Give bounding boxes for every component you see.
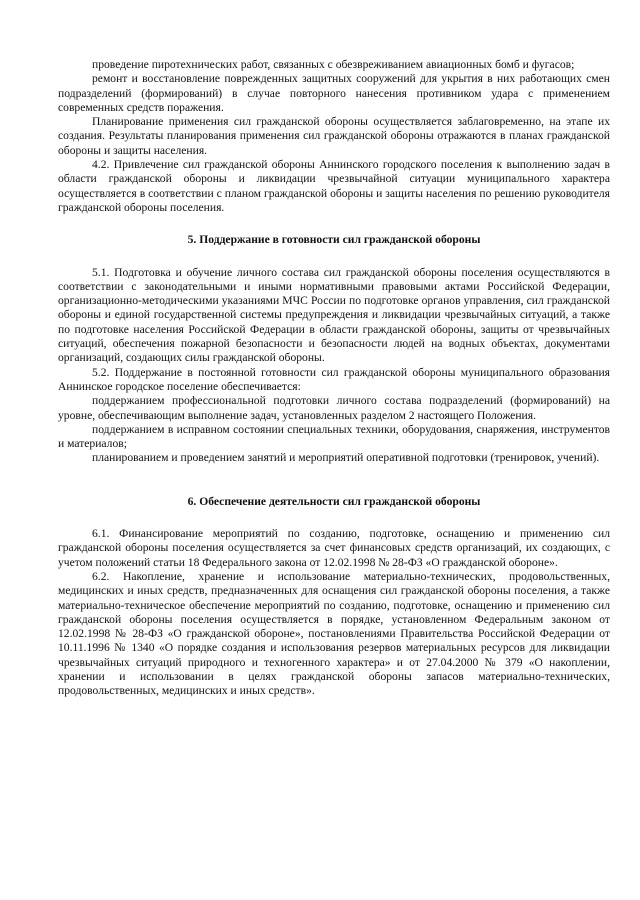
paragraph-shelter-repair: ремонт и восстановление поврежденных защитных сооружений для укрытия в них работающих смен подразделений (формирований) в случае повторного нанесения противником удара с применением современных средств поражения.: [58, 72, 610, 114]
paragraph-6-1: 6.1. Финансирование мероприятий по созданию, подготовке, оснащению и применению сил гражданской обороны поселения осуществляется за счет финансовых средств организаций, их создающих, с учетом положений статьи 18 Федерального закона от 12.02.1998 № 28-ФЗ «О гражданской обороне».: [58, 527, 610, 569]
paragraph-equipment-maintenance: поддержанием в исправном состоянии специальных техники, оборудования, снаряжения, инструментов и материалов;: [58, 422, 610, 451]
paragraph-pyrotechnic-works: проведение пиротехнических работ, связанных с обезвреживанием авиационных бомб и фугасов;: [92, 58, 575, 71]
paragraph-5-1: 5.1. Подготовка и обучение личного состава сил гражданской обороны поселения осуществляются в соответствии с законодательными и иными нормативными правовыми актами Российской Федерации, организационно-методическими указаниями МЧС России по подготовке органов управления, сил гражданской обороны и единой государственной системы предупреждения и ликвидации чрезвычайных ситуаций, а также по подготовке населения Российской Федерации в области гражданской обороны, защиты от чрезвычайных ситуаций, обеспечения пожарной безопасности и безопасности людей на водных объектах, документами организаций, создающих силы гражданской обороны.: [58, 265, 610, 365]
paragraph-6-2: 6.2. Накопление, хранение и использование материально-технических, продовольственных, медицинских и иных средств, предназначенных для оснащения сил гражданской обороны поселения, а также материально-техническое обеспечение мероприятий по созданию, подготовке, оснащению и применению сил гражданской обороны поселения осуществляется в порядке, установленном Федеральным законом от 12.02.1998 № 28-ФЗ «О гражданской обороне», постановлениями Правительства Российской Федерации от 10.11.1996 № 1340 «О порядке создания и использования резервов материальных ресурсов для ликвидации чрезвычайных ситуаций природного и техногенного характера» и от 27.04.2000 № 379 «О накоплении, хранении и использовании в целях гражданской обороны запасов материально-технических, продовольственных, медицинских и иных средств».: [58, 569, 610, 698]
paragraph-5-2: 5.2. Поддержание в постоянной готовности сил гражданской обороны муниципального образования Аннинское городское поселение обеспечивается:: [58, 365, 610, 393]
spacer: [58, 215, 610, 233]
section-6-heading: 6. Обеспечение деятельности сил гражданской обороны: [187, 494, 481, 508]
spacer: [58, 466, 610, 495]
paragraph-exercises: планированием и проведением занятий и мероприятий оперативной подготовки (тренировок, учений).: [92, 451, 600, 465]
section-5-heading: 5. Поддержание в готовности сил гражданской обороны: [187, 233, 481, 247]
spacer: [58, 509, 610, 527]
paragraph-training-level: поддержанием профессиональной подготовки личного состава подразделений (формирований) на уровне, обеспечивающим выполнение задач, установленных разделом 2 настоящего Положения.: [58, 394, 610, 422]
paragraph-planning: Планирование применения сил гражданской обороны осуществляется заблаговременно, на этапе их создания. Результаты планирования применения сил гражданской обороны отражаются в планах гражданской обороны и защиты населения.: [58, 115, 610, 157]
paragraph-4-2: 4.2. Привлечение сил гражданской обороны Аннинского городского поселения к выполнению задач в области гражданской обороны и ликвидации чрезвычайной ситуации муниципального характера осуществляется в соответствии с планом гражданской обороны и защиты населения по решению руководителя гражданской обороны поселения.: [58, 158, 610, 214]
spacer: [58, 248, 610, 266]
